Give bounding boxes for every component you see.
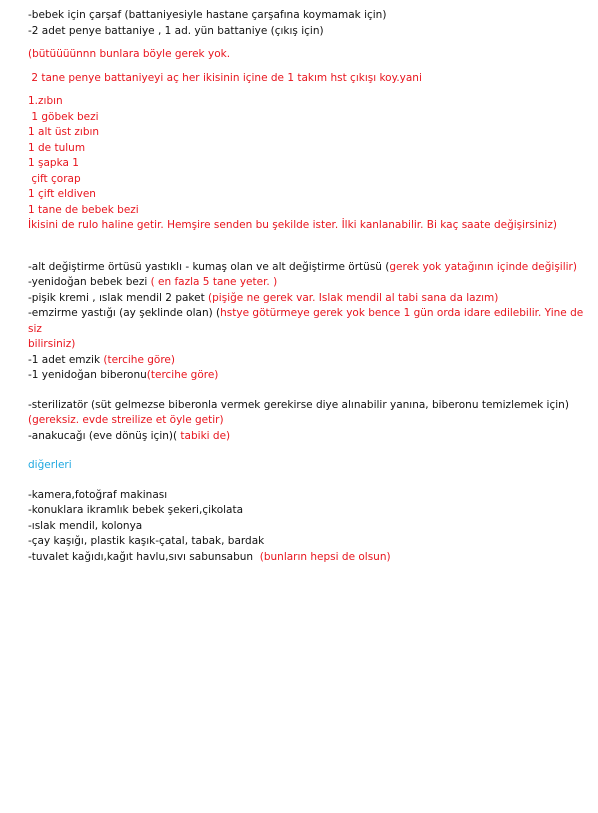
item-text: -1 yenidoğan biberonu: [28, 369, 147, 381]
item-note: tabiki de): [177, 429, 231, 442]
text-line-changing-pad: [28, 260, 588, 276]
item-note: (tercihe göre): [103, 353, 175, 366]
text-line-blankets: -2 adet penye battaniye , 1 ad. yün battaniye (çıkış için): [28, 24, 324, 37]
item-note: (pişiğe ne gerek var. Islak mendil al tabi sana da lazım): [208, 291, 499, 304]
others-list: [28, 488, 588, 566]
item-note: gerek yok yatağının içinde değişilir): [389, 260, 577, 273]
item-note: (bunların hepsi de olsun): [256, 550, 391, 563]
others-heading: diğerleri: [28, 459, 72, 471]
set-list-item: 1 de tulum: [28, 141, 86, 154]
others-item: -konuklara ikramlık bebek şekeri,çikolata: [28, 504, 244, 516]
others-item: -çay kaşığı, plastik kaşık-çatal, tabak, bardak: [28, 535, 265, 547]
text-line-pacifier: [28, 353, 588, 369]
set-list-item: çift çorap: [28, 172, 81, 185]
item-text: -pişik kremi , ıslak mendil 2 paket: [28, 291, 209, 304]
set-list-item: 1 şapka 1: [28, 157, 79, 169]
item-note: ( en fazla 5 tane yeter. ): [150, 276, 278, 288]
text-line-nursing-pillow-cont: bilirsiniz): [28, 338, 76, 350]
set-list-item: İkisini de rulo haline getir. Hemşire senden bu şekilde ister. İlki kanlanabilir. Bi kaç saate değişirsiniz): [28, 219, 557, 231]
set-list-item: 1 çift eldiven: [28, 188, 96, 200]
text-line-sterilizer: -sterilizatör (süt gelmezse biberonla vermek gerekirse diye alınabilir yanına, biberonu temizlemek için): [28, 398, 569, 411]
others-item: -kamera,fotoğraf makinası: [28, 488, 168, 501]
note-not-needed: (bütüüüünnn bunlara böyle gerek yok.: [28, 48, 231, 60]
set-list-item: 1.zıbın: [28, 95, 63, 107]
item-text: -emzirme yastığı (ay şeklinde olan) (: [28, 307, 221, 319]
set-list-item: 1 tane de bebek bezi: [28, 203, 139, 216]
item-text: -alt değiştirme örtüsü yastıklı - kumaş olan ve alt değiştirme örtüsü (: [28, 260, 390, 273]
text-line-diapers: [28, 275, 588, 291]
others-item: -ıslak mendil, kolonya: [28, 519, 143, 532]
text-line-bottle: [28, 368, 588, 384]
item-note: hstye götürmeye gerek yok bence 1 gün orda idare edilebilir. Yine de siz: [28, 307, 587, 335]
text-line-car-seat: [28, 429, 588, 445]
set-list-item: 1 göbek bezi: [28, 110, 99, 123]
item-text: -anakucağı (eve dönüş için)(: [28, 429, 178, 442]
text-line-nursing-pillow: [28, 306, 588, 337]
text-line-rash-cream: [28, 291, 588, 307]
document-page: [28, 8, 588, 565]
others-item: [28, 550, 588, 566]
set-list-item: 1 alt üst zıbın: [28, 126, 100, 138]
item-text: -yenidoğan bebek bezi: [28, 276, 151, 288]
note-sterilizer: (gereksiz. evde streilize et öyle getir): [28, 414, 224, 426]
text-line-sheet: -bebek için çarşaf (battaniyesiyle hastane çarşafına koymamak için): [28, 9, 387, 21]
item-text: -tuvalet kağıdı,kağıt havlu,sıvı sabunsabun: [28, 550, 257, 563]
note-blanket-instructions: 2 tane penye battaniyeyi aç her ikisinin içine de 1 takım hst çıkışı koy.yani: [28, 71, 422, 84]
set-list: [28, 94, 588, 234]
item-note: (tercihe göre): [146, 369, 219, 381]
item-text: -1 adet emzik: [28, 353, 104, 366]
